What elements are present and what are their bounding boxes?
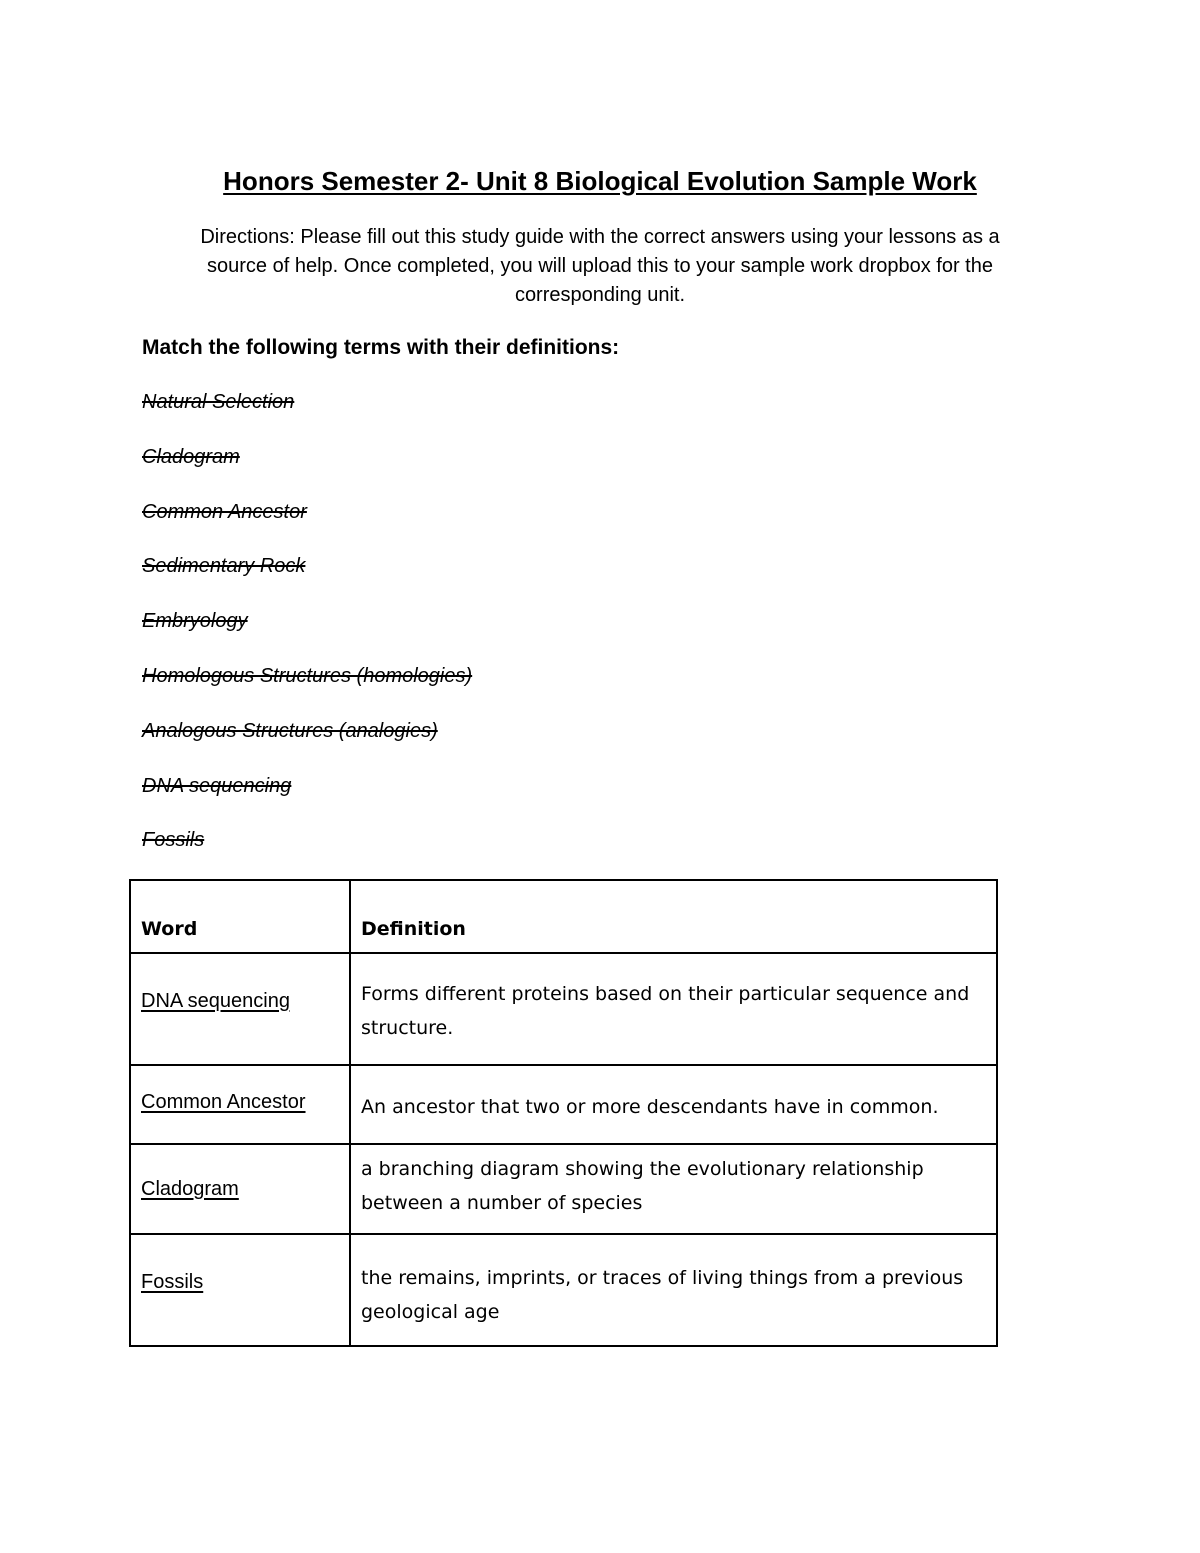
table-header-row: [130, 880, 997, 953]
definition-cell: [350, 1065, 997, 1144]
directions-line: source of help. Once completed, you will upload this to your sample work dropbox for the: [207, 255, 993, 277]
definition-cell: [350, 953, 997, 1065]
table-row: [130, 1065, 997, 1144]
term-item-fossils: Fossils: [142, 829, 205, 852]
word-text: Fossils: [141, 1270, 204, 1293]
word-text: DNA sequencing: [141, 989, 290, 1012]
term-item-analogous-structures: Analogous Structures (analogies): [142, 719, 438, 742]
directions-paragraph: [160, 223, 1040, 310]
page-title: Honors Semester 2- Unit 8 Biological Evolution Sample Work: [223, 166, 977, 196]
term-item-homologous-structures: Homologous Structures (homologies): [142, 664, 473, 687]
definition-text: An ancestor that two or more descendants have in common.: [361, 1095, 939, 1118]
directions-line: corresponding unit.: [514, 284, 686, 306]
definition-text: Forms different proteins based on their particular sequence and structure.: [361, 983, 970, 1039]
word-column-header: Word: [130, 880, 350, 953]
definition-text: the remains, imprints, or traces of living things from a previous geological age: [361, 1267, 964, 1323]
definition-cell: [350, 1234, 997, 1346]
definitions-table: [129, 879, 998, 1347]
word-cell: [130, 1234, 350, 1346]
word-text: Cladogram: [141, 1177, 239, 1200]
term-item-cladogram: Cladogram: [142, 445, 240, 468]
word-cell: [130, 1065, 350, 1144]
term-item-natural-selection: Natural Selection: [142, 391, 295, 413]
term-item-common-ancestor: Common Ancestor: [142, 500, 307, 523]
table-row: [130, 953, 997, 1065]
term-item-sedimentary-rock: Sedimentary Rock: [142, 555, 306, 578]
term-item-dna-sequencing: DNA sequencing: [142, 774, 292, 797]
match-heading: Match the following terms with their definitions:: [142, 336, 620, 359]
term-list: [142, 390, 472, 883]
definition-cell: [350, 1144, 997, 1234]
definition-column-header: Definition: [350, 880, 997, 953]
table-row: [130, 1234, 997, 1346]
word-cell: [130, 1144, 350, 1234]
word-text: Common Ancestor: [141, 1091, 306, 1113]
directions-line: Directions: Please fill out this study guide with the correct answers using your lessons as a: [200, 226, 1000, 248]
definition-text: a branching diagram showing the evolutionary relationship between a number of species: [361, 1158, 924, 1214]
term-item-embryology: Embryology: [142, 610, 248, 633]
word-cell: [130, 953, 350, 1065]
table-row: [130, 1144, 997, 1234]
